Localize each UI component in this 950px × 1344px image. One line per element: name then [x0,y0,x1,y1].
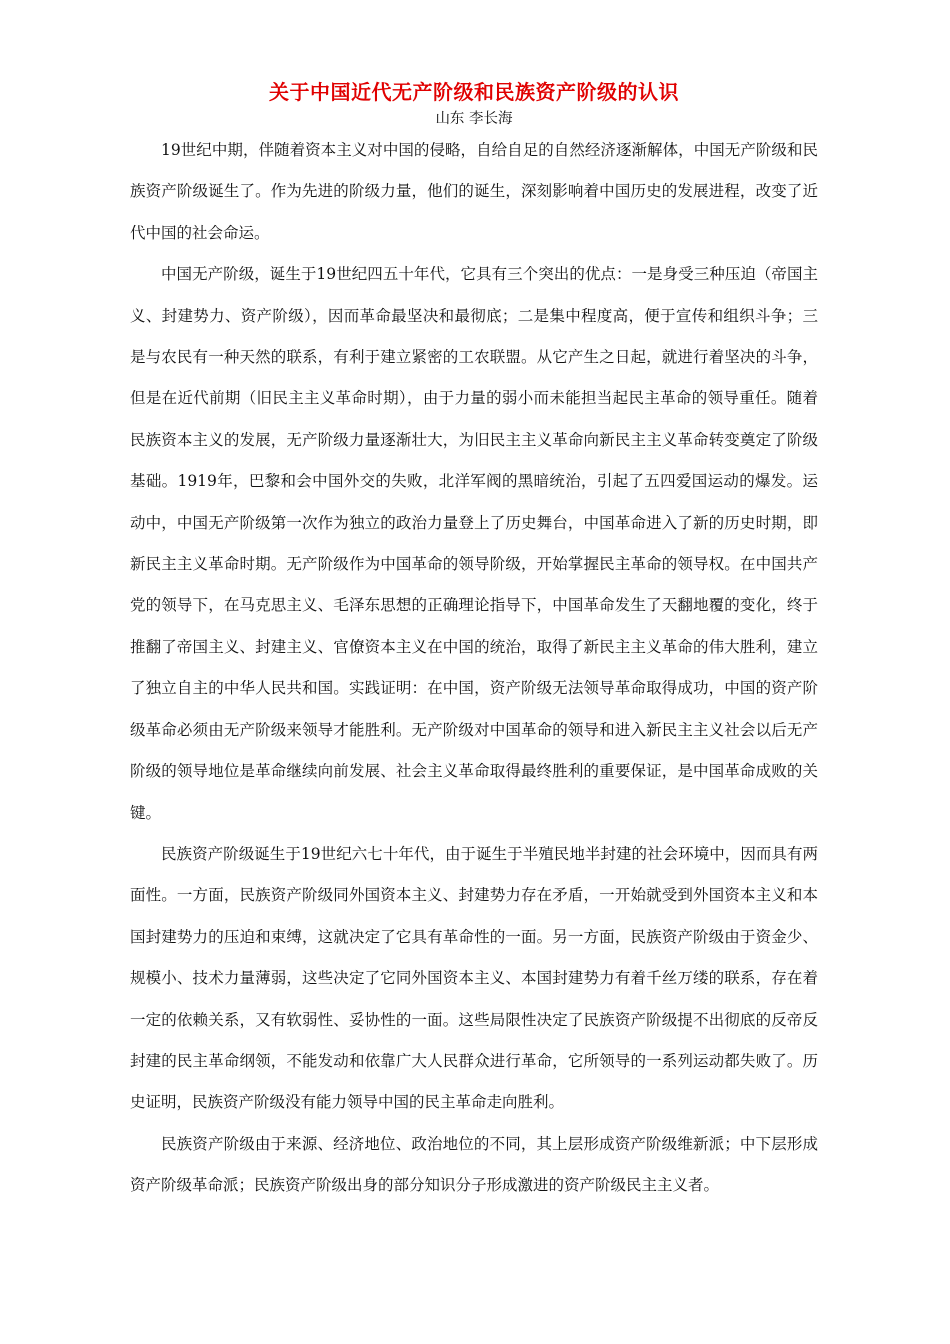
paragraph-2: 中国无产阶级，诞生于19世纪四五十年代，它具有三个突出的优点：一是身受三种压迫（帝国主义、封建势力、资产阶级），因而革命最坚决和最彻底；二是集中程度高，便于宣传和组织斗争；三是与农民有一种天然的联系，有利于建立紧密的工农联盟。从它产生之日起，就进行着坚决的斗争，但是在近代前期（旧民主主义革命时期），由于力量的弱小而未能担当起民主革命的领导重任。随着民族资本主义的发展，无产阶级力量逐渐壮大，为旧民主主义革命向新民主主义革命转变奠定了阶级基础。1919年，巴黎和会中国外交的失败，北洋军阀的黑暗统治，引起了五四爱国运动的爆发。运动中，中国无产阶级第一次作为独立的政治力量登上了历史舞台，中国革命进入了新的历史时期，即新民主主义革命时期。无产阶级作为中国革命的领导阶级，开始掌握民主革命的领导权。在中国共产党的领导下，在马克思主义、毛泽东思想的正确理论指导下，中国革命发生了天翻地覆的变化，终于推翻了帝国主义、封建主义、官僚资本主义在中国的统治，取得了新民主主义革命的伟大胜利，建立了独立自主的中华人民共和国。实践证明：在中国，资产阶级无法领导革命取得成功，中国的资产阶级革命必须由无产阶级来领导才能胜利。无产阶级对中国革命的领导和进入新民主主义社会以后无产阶级的领导地位是革命继续向前发展、社会主义革命取得最终胜利的重要保证，是中国革命成败的关键。 [130,265,818,822]
author-line: 山东 李长海 [435,111,513,127]
paragraph-3: 民族资产阶级诞生于19世纪六七十年代，由于诞生于半殖民地半封建的社会环境中，因而具有两面性。一方面，民族资产阶级同外国资本主义、封建势力存在矛盾，一开始就受到外国资本主义和本国封建势力的压迫和束缚，这就决定了它具有革命性的一面。另一方面，民族资产阶级由于资金少、规模小、技术力量薄弱，这些决定了它同外国资本主义、本国封建势力有着千丝万缕的联系，存在着一定的依赖关系，又有软弱性、妥协性的一面。这些局限性决定了民族资产阶级提不出彻底的反帝反封建的民主革命纲领，不能发动和依靠广大人民群众进行革命，它所领导的一系列运动都失败了。历史证明，民族资产阶级没有能力领导中国的民主革命走向胜利。 [130,844,818,1112]
document-title: 关于中国近代无产阶级和民族资产阶级的认识 [269,80,679,104]
paragraph-1: 19世纪中期，伴随着资本主义对中国的侵略，自给自足的自然经济逐渐解体，中国无产阶级和民族资产阶级诞生了。作为先进的阶级力量，他们的诞生，深刻影响着中国历史的发展进程，改变了近代中国的社会命运。 [130,141,818,242]
paragraph-4: 民族资产阶级由于来源、经济地位、政治地位的不同，其上层形成资产阶级维新派；中下层形成资产阶级革命派；民族资产阶级出身的部分知识分子形成激进的资产阶级民主主义者。 [130,1134,818,1195]
document-page [130,76,818,1207]
